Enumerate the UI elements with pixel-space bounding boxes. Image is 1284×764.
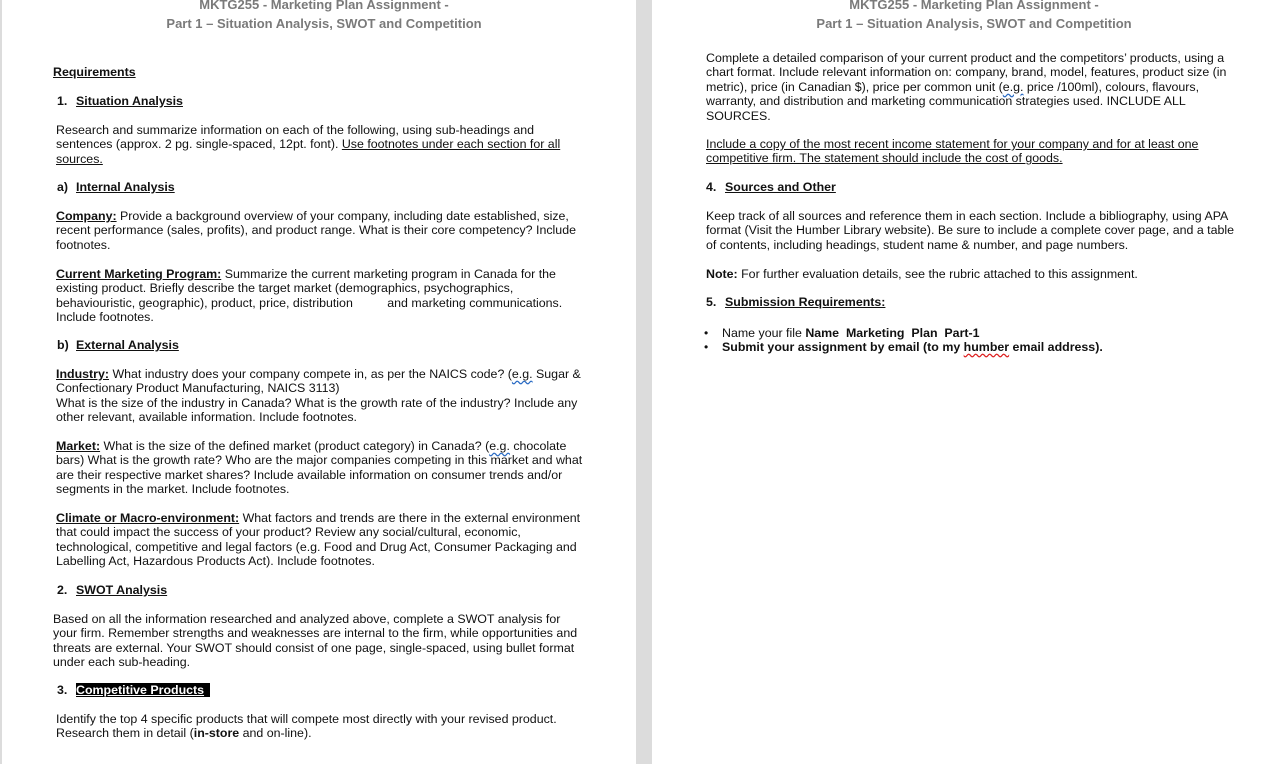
- climate-text: What factors and trends are there in the external environment that could impact the success of your product? Review any social/cultural, economic, technological, competitive and legal factors (e.g. Food and Drug Act, Consumer Packaging and Labelling Act, Hazardous Products Act). Include footnotes.: [56, 511, 581, 569]
- section-5-heading: [706, 295, 885, 309]
- header-subtitle: Part 1 – Situation Analysis, SWOT and Competition: [166, 16, 482, 31]
- subsection-a-label: a): [57, 180, 69, 194]
- bullet-1-text: Name your file: [722, 326, 806, 340]
- subsection-b-label: b): [57, 338, 69, 352]
- company-paragraph: [56, 209, 588, 252]
- comparison-text-1: Complete a detailed comparison of your current product and the competitors’ products, using a chart format. Include relevant information on: company, brand, model, features, product size (in metric), price (in Canadian $), price per common unit (: [706, 51, 1227, 94]
- industry-text-3: What is the size of the industry in Canada? What is the growth rate of the industry? Include any other relevant, available information. Include footnotes.: [56, 395, 578, 425]
- market-text-1: What is the size of the defined market (product category) in Canada? (: [100, 439, 490, 453]
- income-statement-paragraph: Include a copy of the most recent income statement for your company and for at least one competitive firm. The statement should include the cost of goods.: [706, 137, 1199, 166]
- section-1-heading: [57, 94, 183, 108]
- competitive-in-store: in-store: [193, 726, 240, 741]
- bullet-item-1: [722, 326, 980, 340]
- section-1-paragraph: [56, 123, 584, 166]
- section-4-number: 4.: [706, 180, 717, 194]
- section-1-text: Research and summarize information on each of the following, using sub-headings and sentences (approx. 2 pg. single-spaced, 12pt. font).: [56, 123, 535, 152]
- bullet-2-text-2: email address).: [1009, 340, 1103, 354]
- subsection-a-title: Internal Analysis: [76, 180, 175, 194]
- section-2-number: 2.: [57, 583, 68, 597]
- comparison-text-2: price /100ml), colours, flavours, warranty, and distribution and marketing communication strategies used. INCLUDE ALL SOURCES.: [706, 79, 1200, 123]
- page-right: [652, 0, 1284, 764]
- climate-label: Climate or Macro-environment:: [56, 511, 240, 525]
- competitive-paragraph: [56, 712, 576, 741]
- industry-label: Industry:: [56, 367, 110, 381]
- section-1-number: 1.: [57, 94, 68, 108]
- subsection-a-heading: [57, 180, 175, 194]
- company-label: Company:: [56, 209, 117, 223]
- company-text: Provide a background overview of your company, including date established, size, recent performance (sales, profits), and product range. What is their core competency? Include footnotes.: [56, 209, 576, 252]
- section-4-title: Sources and Other: [725, 180, 836, 194]
- bullet-icon: •: [704, 326, 709, 340]
- note-paragraph: [706, 267, 1246, 281]
- section-3-title: Competitive Products: [76, 683, 210, 697]
- subsection-b-heading: [57, 338, 179, 352]
- section-5-title: Submission Requirements:: [725, 295, 886, 309]
- section-4-heading: [706, 180, 836, 194]
- industry-text-1: What industry does your company compete in, as per the NAICS code? (: [109, 367, 512, 381]
- swot-paragraph: Based on all the information researched and analyzed above, complete a SWOT analysis for your firm. Remember strengths and weaknesses are internal to the firm, while opportunities and threats are external. Your SWOT should consist of one page, single-spaced, using bullet format under each sub-heading.: [53, 612, 578, 670]
- comparison-eg: e.g.: [1002, 79, 1024, 94]
- current-marketing-text: Summarize the current marketing program in Canada for the existing product. Briefly describe the target market (demographics, psychographics, behaviouristic, geographic), product, price, distribution and marketing communications. Include footnotes.: [56, 267, 566, 325]
- bullet-item-2: [722, 340, 1103, 354]
- section-2-heading: [57, 583, 167, 597]
- climate-paragraph: [56, 511, 590, 569]
- section-1-title: Situation Analysis: [76, 94, 183, 108]
- competitive-text-2: and on-line).: [239, 726, 312, 741]
- section-1-footnote-note: Use footnotes under each section for all sources.: [56, 137, 561, 166]
- comparison-paragraph: [706, 51, 1238, 123]
- current-marketing-paragraph: [56, 267, 584, 325]
- bullet-2-text-1: Submit your assignment by email (to my: [722, 340, 964, 354]
- note-label: Note:: [706, 267, 738, 281]
- current-marketing-label: Current Marketing Program:: [56, 267, 222, 281]
- header-subtitle-right: Part 1 – Situation Analysis, SWOT and Competition: [816, 16, 1132, 31]
- page-left: [2, 0, 636, 764]
- header-title: MKTG255 - Marketing Plan Assignment -: [199, 0, 449, 12]
- market-label: Market:: [56, 439, 101, 453]
- industry-paragraph: [56, 367, 590, 425]
- section-3-heading: [57, 683, 210, 697]
- bullet-icon: •: [704, 340, 709, 354]
- bullet-1-filename: Name Marketing Plan Part-1: [805, 326, 980, 340]
- market-eg: e.g.: [489, 439, 510, 453]
- competitive-text-1: Identify the top 4 specific products that will compete most directly with your revised product. Research them in detail (: [56, 712, 557, 741]
- note-text: For further evaluation details, see the rubric attached to this assignment.: [737, 267, 1138, 281]
- industry-eg: e.g.: [511, 367, 533, 381]
- requirements-heading: Requirements: [53, 65, 136, 79]
- section-5-number: 5.: [706, 295, 717, 309]
- bullet-2-humber: humber: [963, 340, 1010, 354]
- subsection-b-title: External Analysis: [76, 338, 179, 352]
- market-paragraph: [56, 439, 592, 497]
- sources-paragraph: Keep track of all sources and reference them in each section. Include a bibliography, using APA format (Visit the Humber Library website). Be sure to include a complete cover page, and a table of contents, including headings, student name & number, and page numbers.: [706, 209, 1235, 252]
- section-3-number: 3.: [57, 683, 68, 697]
- header-title-right: MKTG255 - Marketing Plan Assignment -: [849, 0, 1099, 12]
- market-text-2: chocolate bars) What is the growth rate? Who are the major companies competing in this market and what are their respective market shares? Include available information on consumer trends and/or segments in the market. Include footnotes.: [56, 439, 583, 497]
- industry-text-2: Sugar & Confectionary Product Manufacturing, NAICS 3113): [56, 367, 581, 396]
- section-2-title: SWOT Analysis: [76, 583, 168, 597]
